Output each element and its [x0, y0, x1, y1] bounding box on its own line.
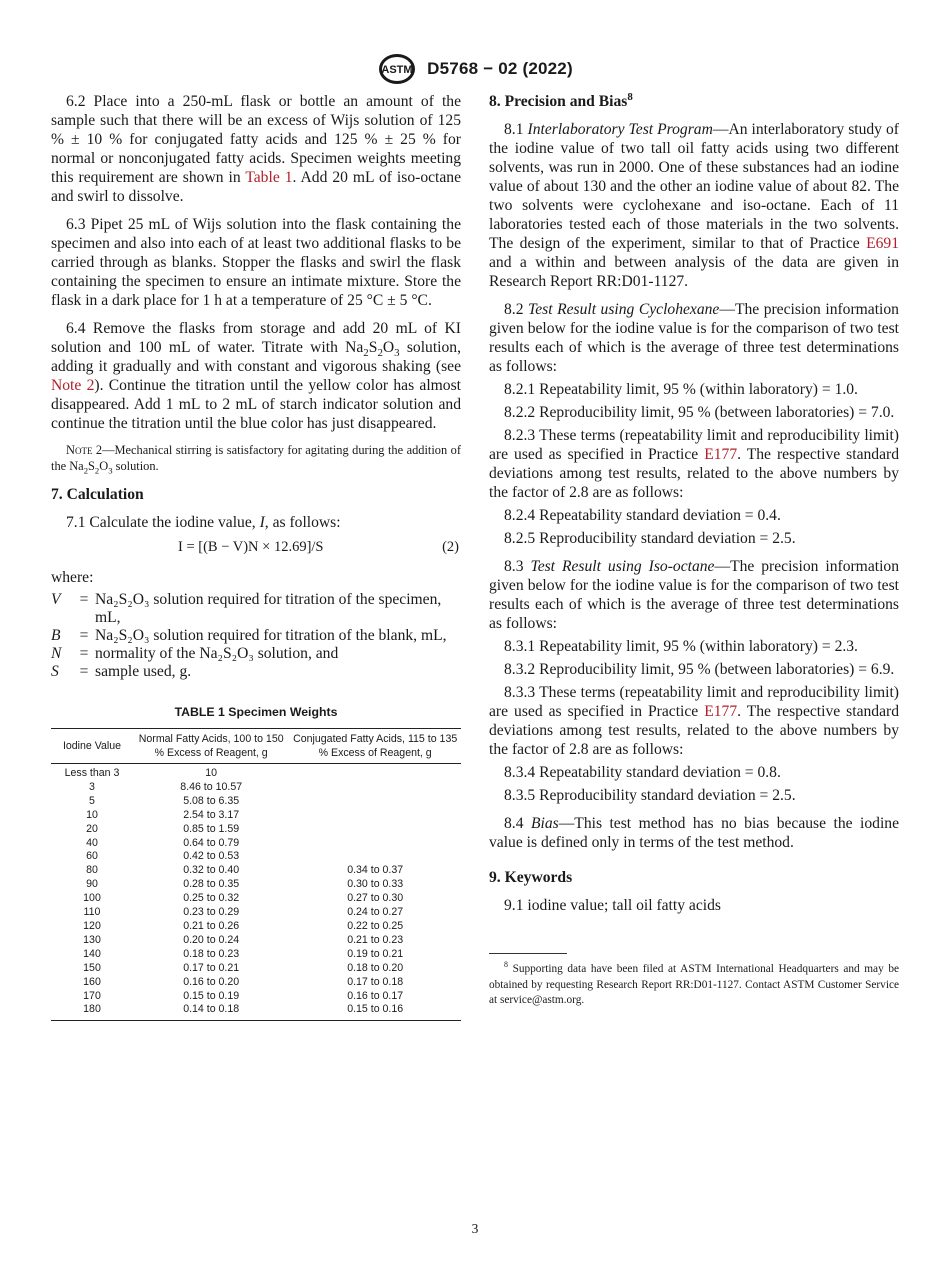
table-cell: 90: [86, 878, 98, 891]
section-7-heading: 7. Calculation: [51, 486, 144, 503]
table-cell: 150: [83, 961, 101, 974]
table-cell: 0.23 to 0.29: [183, 906, 240, 919]
table-cell: [289, 764, 461, 781]
paragraph-8-2: 8.2 Test Result using Cyclohexane—The precision information given below for the iodine value is for the comparison of two test results each of which is the average of three test determinations as follows:: [489, 301, 899, 375]
table-cell: Less than 3: [64, 767, 120, 779]
paragraph-6-3: 6.3 Pipet 25 mL of Wijs solution into the flask containing the specimen and also into each of at least two additional flasks to be carried through as blanks. Stopper the flasks and swirl the flask containing the specimen to ensure an intimate mixture. Store the flask in a dark place for 1 h at a temperature of 25 °C ± 5 °C.: [51, 216, 461, 309]
svg-text:ASTM: ASTM: [381, 64, 413, 76]
paragraph-8-3-5: 8.3.5 Reproducibility standard deviation = 2.5.: [504, 787, 796, 804]
section-9-heading: 9. Keywords: [489, 869, 573, 886]
table-cell: 0.18 to 0.20: [347, 961, 404, 974]
footnote-8: $^8$ Supporting data have been filed at ASTM International Headquarters and may be obtained by requesting Research Report RR:D01-1127. Contact ASTM Customer Service at service@astm.org.: [489, 960, 899, 1006]
table-cell: 5.08 to 6.35: [183, 794, 240, 807]
table-cell: 130: [83, 933, 101, 946]
table-cell: 160: [83, 975, 101, 988]
paragraph-8-3-1: 8.3.1 Repeatability limit, 95 % (within laboratory) = 2.3.: [504, 638, 858, 655]
table-cell: 0.16 to 0.20: [183, 975, 240, 988]
paragraph-8-3-4: 8.3.4 Repeatability standard deviation = 0.8.: [504, 764, 781, 781]
paragraph-8-1: 8.1 Interlaboratory Test Program—An interlaboratory study of the iodine value of two tall oil fatty acids using two different solvents, was run in 2000. One of these substances had an iodine value of about 130 and the other an iodine value of about 82. The two solvents were cyclohexane and iso-octane. Each of 11 laboratories tested each of those materials in the two solvents. The design of the experiment, similar to that of Practice E691 and a within and between analysis of the data are given in Research Report RR:D01-1127.: [489, 121, 899, 290]
paragraph-8-2-4: 8.2.4 Repeatability standard deviation = 0.4.: [504, 507, 781, 524]
table-cell: 0.24 to 0.27: [347, 906, 404, 919]
column-header: Normal Fatty Acids, 100 to 150 % Excess of Reagent, g: [133, 729, 289, 764]
paragraph-8-4: 8.4 Bias—This test method has no bias because the iodine value is defined only in terms of the test method.: [489, 815, 899, 851]
table-row: [51, 764, 461, 781]
table-row: [51, 1003, 461, 1020]
note-2-link[interactable]: Note 2: [51, 377, 95, 394]
table-cell: 20: [86, 822, 98, 835]
e691-link[interactable]: E691: [866, 235, 899, 252]
table-cell: 0.27 to 0.30: [347, 892, 404, 905]
table-row: [51, 934, 461, 948]
paragraph-8-2-1: 8.2.1 Repeatability limit, 95 % (within laboratory) = 1.0.: [504, 381, 858, 398]
table-cell: 0.16 to 0.17: [347, 989, 404, 1002]
table-cell: 0.64 to 0.79: [183, 836, 240, 849]
table-row: [51, 850, 461, 864]
table-1-caption: TABLE 1 Specimen Weights: [174, 705, 338, 719]
table-cell: 0.32 to 0.40: [183, 864, 240, 877]
page-number: 3: [471, 1221, 479, 1236]
table-cell: 0.17 to 0.21: [183, 961, 240, 974]
table-cell: [289, 837, 461, 851]
equation-formula: I = [(B − V)N × 12.69]/S: [178, 539, 324, 555]
table-cell: 0.18 to 0.23: [183, 947, 240, 960]
table-row: [51, 920, 461, 934]
table-row: [51, 809, 461, 823]
footnote-8-marker: 8: [627, 90, 633, 103]
table-cell: 0.15 to 0.19: [183, 989, 240, 1002]
table-row: [51, 906, 461, 920]
right-column: [489, 92, 899, 1009]
table-row: [51, 795, 461, 809]
table-cell: 0.25 to 0.32: [183, 892, 240, 905]
where-label: where:: [51, 569, 94, 586]
table-cell: 80: [86, 864, 98, 877]
definition-row: B = Na₂S₂O₃ solution required for titration of the blank, mL,: [51, 627, 447, 644]
table-row: [51, 990, 461, 1004]
table-cell: [289, 781, 461, 795]
table-cell: 8.46 to 10.57: [180, 780, 243, 793]
footnote-divider: [489, 953, 567, 954]
table-row: [51, 781, 461, 795]
paragraph-8-2-5: 8.2.5 Reproducibility standard deviation = 2.5.: [504, 530, 796, 547]
astm-logo-icon: [377, 52, 417, 86]
paragraph-7-1: 7.1 Calculate the iodine value, I, as follows:: [66, 514, 341, 531]
paragraph-8-3: 8.3 Test Result using Iso-octane—The precision information given below for the iodine value is for the comparison of two test results each of which is the average of three test determinations as follows:: [489, 558, 899, 632]
equation-2: [51, 536, 461, 562]
paragraph-6-4: 6.4 Remove the flasks from storage and add 20 mL of KI solution and 100 mL of water. Titrate with $Na_2S_2O_3$ solution, adding it gradually and with constant and vigorous shaking (see Note 2). Continue the titration until the yellow color has almost disappeared. Add 1 mL to 2 mL of starch indicator solution and continue the titration until the blue color has just disappeared.: [51, 320, 462, 432]
specimen-weights-table: [51, 728, 461, 1021]
table-cell: 0.34 to 0.37: [347, 864, 404, 877]
table-cell: 0.21 to 0.23: [347, 933, 404, 946]
definition-row: V = Na₂S₂O₃ solution required for titration of the specimen, mL,: [51, 591, 442, 626]
definition-row: N = normality of the Na₂S₂O₃ solution, and: [51, 645, 339, 662]
table-cell: 180: [83, 1003, 101, 1016]
table-row: [51, 976, 461, 990]
table-body: [51, 764, 461, 1021]
table-cell: [289, 809, 461, 823]
paragraph-8-2-3: 8.2.3 These terms (repeatability limit and reproducibility limit) are used as specified in Practice E177. The respective standard deviations among test results, related to the above numbers by the factor of 2.8 are as follows:: [489, 427, 899, 501]
table-cell: 10: [205, 767, 218, 779]
table-cell: 10: [86, 808, 98, 821]
table-row: [51, 948, 461, 962]
left-column: [51, 92, 461, 1021]
table-cell: 0.21 to 0.26: [183, 919, 240, 932]
table-cell: 0.30 to 0.33: [347, 878, 404, 891]
table-row: [51, 962, 461, 976]
column-header: Iodine Value: [51, 729, 133, 764]
table-cell: 0.28 to 0.35: [183, 878, 240, 891]
table-row: [51, 864, 461, 878]
table-cell: 0.14 to 0.18: [183, 1003, 240, 1016]
table-cell: 140: [83, 947, 101, 960]
table-1-link[interactable]: Table 1: [245, 169, 293, 186]
table-cell: 0.17 to 0.18: [347, 975, 404, 988]
table-cell: [289, 823, 461, 837]
table-cell: 5: [89, 794, 95, 807]
table-cell: 0.19 to 0.21: [347, 947, 404, 960]
table-cell: [289, 850, 461, 864]
table-cell: 3: [89, 780, 95, 793]
table-cell: 170: [83, 989, 101, 1002]
table-cell: [289, 795, 461, 809]
table-cell: 2.54 to 3.17: [183, 808, 240, 821]
definition-row: S = sample used, g.: [51, 663, 192, 680]
column-header: Conjugated Fatty Acids, 115 to 135 % Excess of Reagent, g: [289, 729, 461, 764]
table-cell: 0.22 to 0.25: [347, 919, 404, 932]
e177-link[interactable]: E177: [704, 446, 738, 463]
table-cell: 100: [83, 892, 101, 905]
table-row: [51, 878, 461, 892]
table-cell: 40: [86, 836, 98, 849]
document-designation: D5768 − 02 (2022): [427, 59, 573, 78]
table-cell: 60: [86, 850, 98, 863]
equation-number: (2): [442, 539, 459, 555]
table-cell: 0.42 to 0.53: [183, 850, 240, 863]
variable-definitions: [51, 591, 461, 681]
section-8-heading: 8. Precision and Bias$^8$: [489, 90, 633, 110]
page-header: [0, 52, 950, 86]
table-row: [51, 837, 461, 851]
table-cell: 0.20 to 0.24: [183, 933, 240, 946]
table-row: [51, 823, 461, 837]
table-cell: 0.85 to 1.59: [183, 822, 240, 835]
table-cell: 110: [83, 906, 101, 919]
table-row: [51, 892, 461, 906]
table-cell: 0.15 to 0.16: [347, 1003, 404, 1016]
paragraph-8-2-2: 8.2.2 Reproducibility limit, 95 % (between laboratories) = 7.0.: [504, 404, 895, 421]
e177-link[interactable]: E177: [704, 703, 738, 720]
paragraph-6-2: 6.2 Place into a 250-mL flask or bottle an amount of the sample such that there will be an excess of Wijs solution of 125 % ± 10 % for conjugated fatty acids and 125 % ± 25 % for normal or nonconjugated fatty acids. Specimen weights meeting this requirement are shown in Table 1. Add 20 mL of iso-octane and swirl to dissolve.: [51, 93, 462, 205]
note-2: Note 2—Mechanical stirring is satisfactory for agitating during the addition of the $Na_2S_2O_3$ solution.: [51, 443, 461, 476]
paragraph-8-3-3: 8.3.3 These terms (repeatability limit and reproducibility limit) are used as specified in Practice E177. The respective standard deviations among test results, related to the above numbers by the factor of 2.8 are as follows:: [489, 684, 899, 758]
paragraph-8-3-2: 8.3.2 Reproducibility limit, 95 % (between laboratories) = 6.9.: [504, 661, 895, 678]
paragraph-9-1: 9.1 iodine value; tall oil fatty acids: [504, 897, 721, 914]
table-cell: 120: [83, 919, 101, 932]
